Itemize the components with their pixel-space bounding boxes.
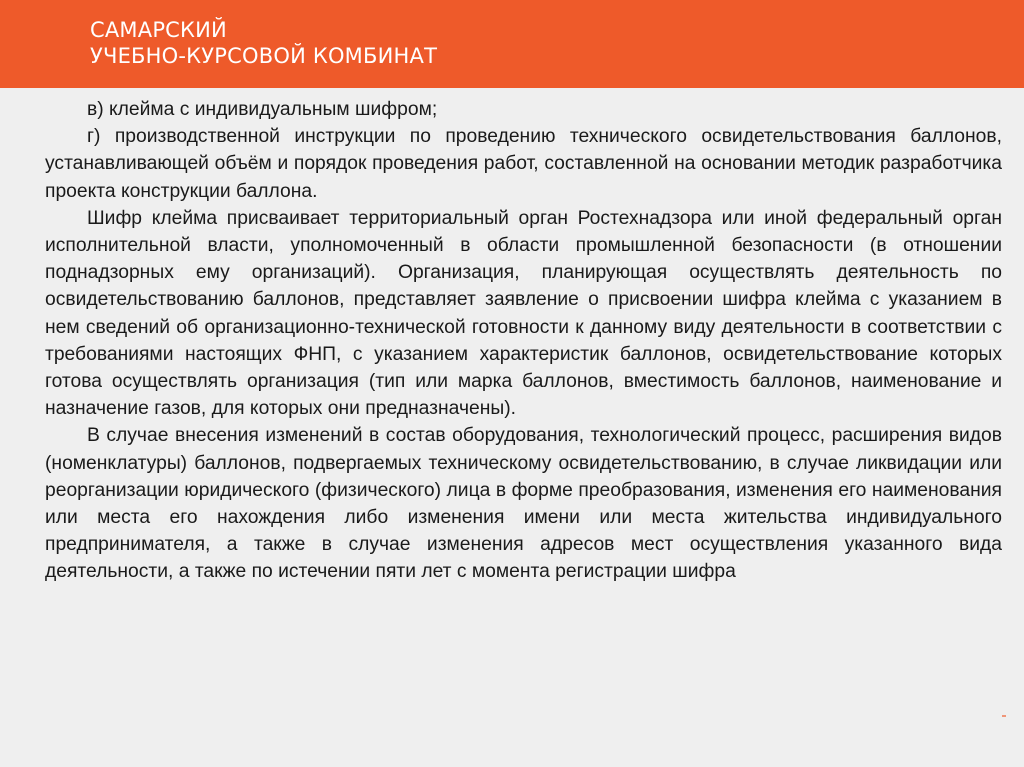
brand-line-1: САМАРСКИЙ [90, 18, 227, 42]
slide-marker [1002, 715, 1006, 717]
brand-line-2: УЧЕБНО-КУРСОВОЙ КОМБИНАТ [90, 44, 438, 68]
paragraph-changes: В случае внесения изменений в состав оборудования, технологический процесс, расширения видов (номенклатуры) баллонов, подвергаемых техническому освидетельствованию, в случае ликвидации или реорганизации юридического (физического) лица в форме преобразования, изменения его наименования или места его нахождения либо изменения имени или места жительства индивидуального предпринимателя, а также в случае изменения адресов мест осуществления указанного вида деятельности, а также по истечении пяти лет с момента регистрации шифра [45, 425, 1002, 583]
brand-logo [90, 17, 437, 69]
paragraph-item-g: г) производственной инструкции по проведению технического освидетельствования баллонов, устанавливающей объём и порядок проведения работ, составленной на основании методик разработчика проекта конструкции баллона. [45, 126, 1002, 202]
slide-body [45, 96, 1002, 586]
header-bar [0, 0, 1024, 88]
paragraph-item-v: в) клейма с индивидуальным шифром; [87, 99, 438, 120]
paragraph-cipher-assignment: Шифр клейма присваивает территориальный орган Ростехнадзора или иной федеральный орган исполнительной власти, уполномоченный в области промышленной безопасности (в отношении поднадзорных ему организаций). Организация, планирующая осуществлять деятельность по освидетельствованию баллонов, представляет заявление о присвоении шифра клейма с указанием в нем сведений об организационно-технической готовности к данному виду деятельности в соответствии с требованиями настоящих ФНП, с указанием характеристик баллонов, освидетельствование которых готова осуществлять организация (тип или марка баллонов, вместимость баллонов, наименование и назначение газов, для которых они предназначены). [45, 207, 1002, 420]
